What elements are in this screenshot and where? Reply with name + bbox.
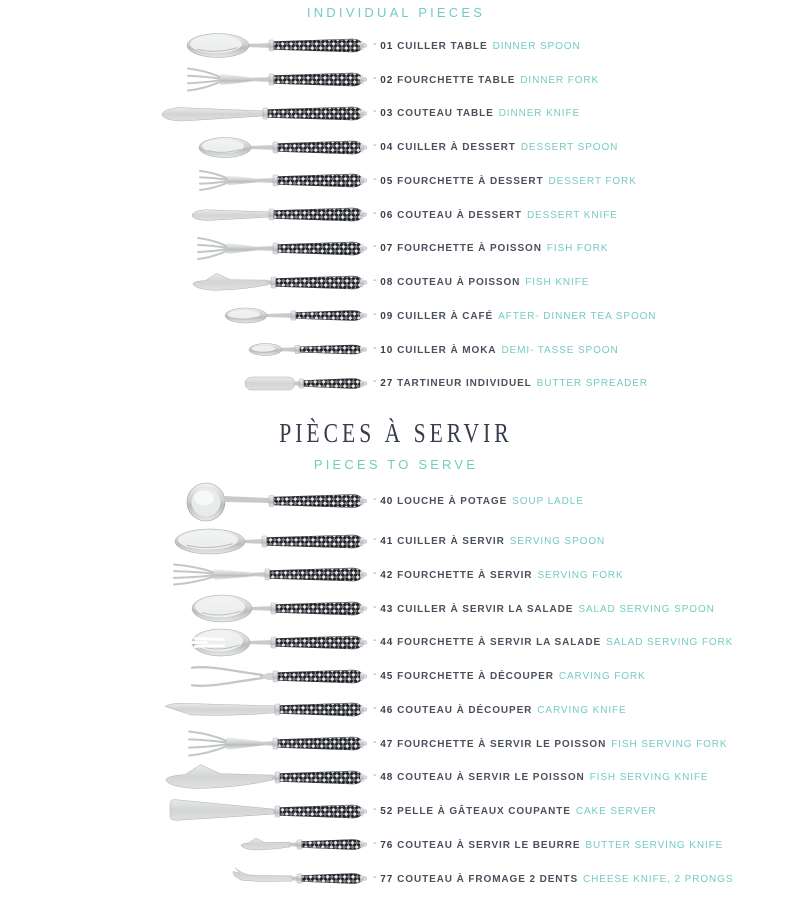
item-number: 40 (380, 496, 394, 508)
item-name-french: COUTEAU À SERVIR LE BEURRE (397, 839, 581, 851)
item-row-10 (0, 333, 792, 367)
item-name-french: FOURCHETTE TABLE (397, 74, 516, 86)
item-dash: - (373, 736, 378, 748)
item-row-02 (0, 63, 792, 97)
item-name-french: CUILLER À CAFÉ (397, 310, 494, 322)
item-name-french: CUILLER À SERVIR LA SALADE (397, 603, 574, 615)
item-number: 05 (380, 175, 394, 187)
item-name-english: DINNER KNIFE (498, 108, 581, 120)
item-number: 03 (380, 108, 394, 120)
item-number: 08 (380, 277, 394, 289)
item-name-french: CUILLER À DESSERT (397, 142, 516, 154)
item-name-french: FOURCHETTE À SERVIR LA SALADE (397, 637, 602, 649)
item-dash: - (373, 804, 378, 816)
item-number: 41 (380, 536, 394, 548)
item-number: 52 (380, 806, 394, 818)
item-dash: - (373, 308, 378, 320)
item-name-french: TARTINEUR INDIVIDUEL (397, 378, 532, 390)
individual-pieces-section (0, 5, 792, 400)
item-name-french: PELLE À GÂTEAUX COUPANTE (397, 806, 571, 818)
item-row-07 (0, 232, 792, 266)
item-name-french: LOUCHE À POTAGE (397, 496, 508, 508)
item-row-45 (0, 659, 792, 693)
fish-fork-image (195, 232, 368, 265)
serving-pieces-list (0, 478, 792, 895)
dinner-spoon-image (185, 29, 368, 62)
item-name-french: CUILLER À SERVIR (397, 536, 505, 548)
item-number: 07 (380, 243, 394, 255)
item-name-english: CAKE SERVER (575, 806, 657, 818)
serving-pieces-title: PIÈCES À SERVIR (279, 418, 513, 449)
item-dash: - (373, 837, 378, 849)
item-row-47 (0, 727, 792, 761)
dessert-knife-image (190, 198, 368, 231)
item-row-48 (0, 761, 792, 795)
item-name-french: COUTEAU À POISSON (397, 277, 521, 289)
item-number: 44 (380, 637, 394, 649)
item-dash: - (373, 38, 378, 50)
item-number: 02 (380, 74, 394, 86)
item-name-english: DEMI- TASSE SPOON (501, 344, 619, 356)
cake-server-image (168, 795, 368, 828)
item-name-english: SOUP LADLE (512, 496, 584, 508)
item-number: 46 (380, 704, 394, 716)
item-number: 10 (380, 344, 394, 356)
item-dash: - (373, 173, 378, 185)
salad-serving-fork-image (190, 626, 368, 659)
item-dash: - (373, 376, 378, 388)
item-name-english: SALAD SERVING FORK (606, 637, 734, 649)
tea-spoon-image (223, 299, 368, 332)
item-dash: - (373, 241, 378, 253)
item-number: 09 (380, 310, 394, 322)
item-name-french: COUTEAU À DÉCOUPER (397, 704, 533, 716)
item-name-english: CHEESE KNIFE, 2 PRONGS (583, 873, 734, 885)
item-dash: - (373, 534, 378, 546)
item-name-english: DESSERT SPOON (520, 142, 619, 154)
serving-fork-image (171, 558, 368, 591)
item-name-french: COUTEAU TABLE (397, 108, 494, 120)
cheese-knife-image (230, 862, 368, 895)
fish-knife-image (190, 266, 368, 299)
item-row-04 (0, 130, 792, 164)
item-dash: - (373, 207, 378, 219)
item-row-06 (0, 198, 792, 232)
item-row-46 (0, 693, 792, 727)
item-name-english: DESSERT KNIFE (526, 209, 618, 221)
item-row-01 (0, 29, 792, 63)
butter-spreader-image (243, 367, 368, 400)
item-name-english: FISH SERVING FORK (611, 738, 728, 750)
item-row-27 (0, 367, 792, 401)
individual-pieces-list (0, 29, 792, 400)
individual-pieces-heading: INDIVIDUAL PIECES (306, 5, 486, 20)
item-dash: - (373, 567, 378, 579)
item-name-french: FOURCHETTE À SERVIR (397, 569, 533, 581)
butter-serving-knife-image (238, 828, 368, 861)
item-dash: - (373, 342, 378, 354)
item-name-english: FISH SERVING KNIFE (589, 772, 709, 784)
fish-serving-fork-image (186, 727, 368, 760)
item-name-english: FISH KNIFE (525, 277, 590, 289)
item-row-44 (0, 626, 792, 660)
item-row-43 (0, 592, 792, 626)
carving-knife-image (163, 693, 368, 726)
item-number: 76 (380, 839, 394, 851)
item-dash: - (373, 601, 378, 613)
item-row-52 (0, 794, 792, 828)
item-name-english: CARVING KNIFE (537, 704, 627, 716)
item-name-french: COUTEAU À FROMAGE 2 DENTS (397, 873, 579, 885)
item-name-english: DINNER FORK (520, 74, 600, 86)
item-name-english: BUTTER SPREADER (536, 378, 648, 390)
item-row-08 (0, 265, 792, 299)
item-name-english: AFTER- DINNER TEA SPOON (498, 310, 657, 322)
item-dash: - (373, 702, 378, 714)
item-name-french: CUILLER TABLE (397, 40, 488, 52)
serving-pieces-heading: PIECES TO SERVE (313, 457, 479, 473)
item-dash: - (373, 871, 378, 883)
soup-ladle-image (185, 480, 368, 522)
item-number: 06 (380, 209, 394, 221)
salad-serving-spoon-image (190, 592, 368, 625)
item-row-40 (0, 478, 792, 524)
item-dash: - (373, 635, 378, 647)
item-dash: - (373, 106, 378, 118)
item-dash: - (373, 494, 378, 506)
item-name-english: SERVING FORK (537, 569, 624, 581)
item-dash: - (373, 770, 378, 782)
item-number: 27 (380, 378, 394, 390)
dinner-fork-image (185, 63, 368, 96)
item-row-03 (0, 97, 792, 131)
item-row-09 (0, 299, 792, 333)
item-name-french: FOURCHETTE À DÉCOUPER (397, 671, 554, 683)
item-name-french: COUTEAU À SERVIR LE POISSON (397, 772, 585, 784)
item-dash: - (373, 140, 378, 152)
item-dash: - (373, 72, 378, 84)
item-name-french: FOURCHETTE À POISSON (397, 243, 542, 255)
item-name-french: FOURCHETTE À DESSERT (397, 175, 544, 187)
item-number: 01 (380, 40, 394, 52)
item-name-english: SALAD SERVING SPOON (578, 603, 715, 615)
item-row-42 (0, 558, 792, 592)
item-name-english: FISH FORK (546, 243, 609, 255)
item-dash: - (373, 669, 378, 681)
item-name-french: FOURCHETTE À SERVIR LE POISSON (397, 738, 607, 750)
item-number: 45 (380, 671, 394, 683)
item-row-76 (0, 828, 792, 862)
item-name-english: SERVING SPOON (509, 536, 606, 548)
dessert-fork-image (197, 164, 368, 197)
item-name-english: DINNER SPOON (492, 40, 581, 52)
serving-pieces-section (0, 419, 792, 895)
item-number: 77 (380, 873, 394, 885)
item-name-french: CUILLER À MOKA (397, 344, 497, 356)
dessert-spoon-image (197, 131, 368, 164)
item-number: 42 (380, 569, 394, 581)
serving-spoon-image (173, 525, 368, 558)
item-name-english: BUTTER SERVING KNIFE (585, 839, 724, 851)
fish-serving-knife-image (163, 761, 368, 794)
item-name-english: DESSERT FORK (548, 175, 637, 187)
item-name-english: CARVING FORK (558, 671, 646, 683)
item-number: 43 (380, 603, 394, 615)
item-row-41 (0, 524, 792, 558)
item-name-french: COUTEAU À DESSERT (397, 209, 522, 221)
item-number: 47 (380, 738, 394, 750)
item-number: 48 (380, 772, 394, 784)
item-row-77 (0, 862, 792, 896)
carving-fork-image (188, 660, 368, 693)
dinner-knife-image (160, 97, 368, 130)
item-dash: - (373, 275, 378, 287)
item-row-05 (0, 164, 792, 198)
moka-spoon-image (247, 333, 368, 366)
item-number: 04 (380, 142, 394, 154)
